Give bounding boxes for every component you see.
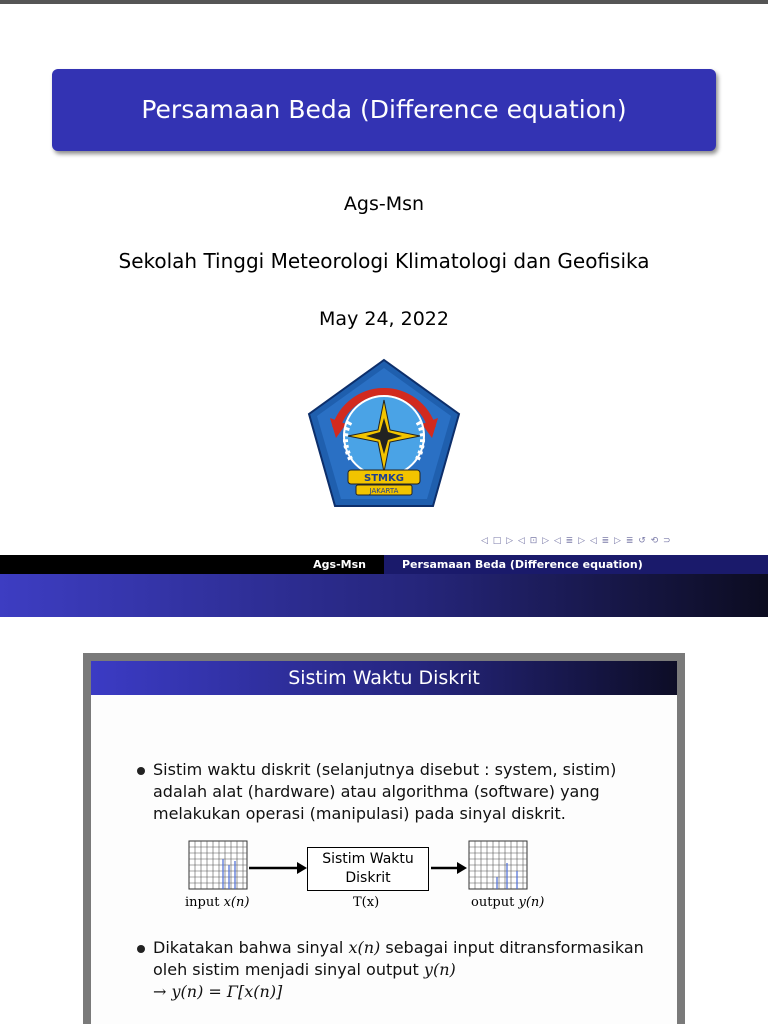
slide2-header-band	[0, 574, 768, 617]
system-diagram	[185, 837, 565, 917]
output-label-group	[471, 895, 544, 910]
date: May 24, 2022	[319, 308, 449, 330]
logo-text-stmkg: STMKG	[364, 473, 404, 484]
presentation-title: Persamaan Beda (Difference equation)	[52, 69, 716, 151]
input-math: x(n)	[223, 895, 250, 910]
system-box-line2: Diskrit	[345, 870, 391, 886]
author: Ags-Msn	[343, 193, 425, 215]
institute: Sekolah Tinggi Meteorologi Klimatologi dan Geofisika	[118, 249, 650, 273]
frame-title: Sistim Waktu Diskrit	[91, 661, 677, 695]
footer-title: Persamaan Beda (Difference equation)	[384, 555, 768, 574]
slide2-content	[91, 661, 677, 1024]
bullet-2	[153, 937, 673, 1003]
bullet-1-text: Sistim waktu diskrit (selanjutnya disebut : system, sistim) adalah alat (hardware) atau algorithma (software) yang melakukan operasi (manipulasi) pada sinyal diskrit.	[153, 760, 617, 823]
input-label: input	[185, 895, 220, 910]
footer-bar	[0, 555, 768, 574]
system-box	[307, 847, 429, 891]
system-box-line1: Sistim Waktu	[322, 851, 414, 867]
bullet-2-part2: sebagai input ditransformasikan oleh sistim menjadi sinyal output	[153, 938, 644, 979]
bullet-2-math1: x(n)	[348, 938, 381, 957]
slide-gap	[0, 617, 768, 652]
bullet-dot	[137, 767, 145, 775]
logo-text-jakarta: JAKARTA	[369, 487, 399, 495]
bullet-2-math2: y(n)	[423, 960, 456, 979]
output-label: output	[471, 895, 515, 910]
stmkg-logo	[306, 358, 462, 508]
output-math: y(n)	[518, 895, 545, 910]
beamer-navigation-symbols[interactable]: ◁ □ ▷ ◁ ⊡ ▷ ◁ ≣ ▷ ◁ ≣ ▷ ≣ ↺ ⟲ ⊃	[481, 536, 672, 546]
top-border	[0, 0, 768, 4]
bullet-1	[153, 759, 673, 825]
bullet-2-part1: Dikatakan bahwa sinyal	[153, 938, 344, 957]
operator-label: T(x)	[353, 895, 380, 910]
output-signal-grid	[469, 841, 527, 889]
bullet-dot	[137, 945, 145, 953]
slide2-frame	[83, 653, 685, 1024]
input-signal-grid	[189, 841, 247, 889]
bullet-2-equation: → y(n) = Γ[x(n)]	[153, 982, 283, 1001]
input-label-group	[185, 895, 249, 910]
footer-author: Ags-Msn	[313, 558, 366, 571]
